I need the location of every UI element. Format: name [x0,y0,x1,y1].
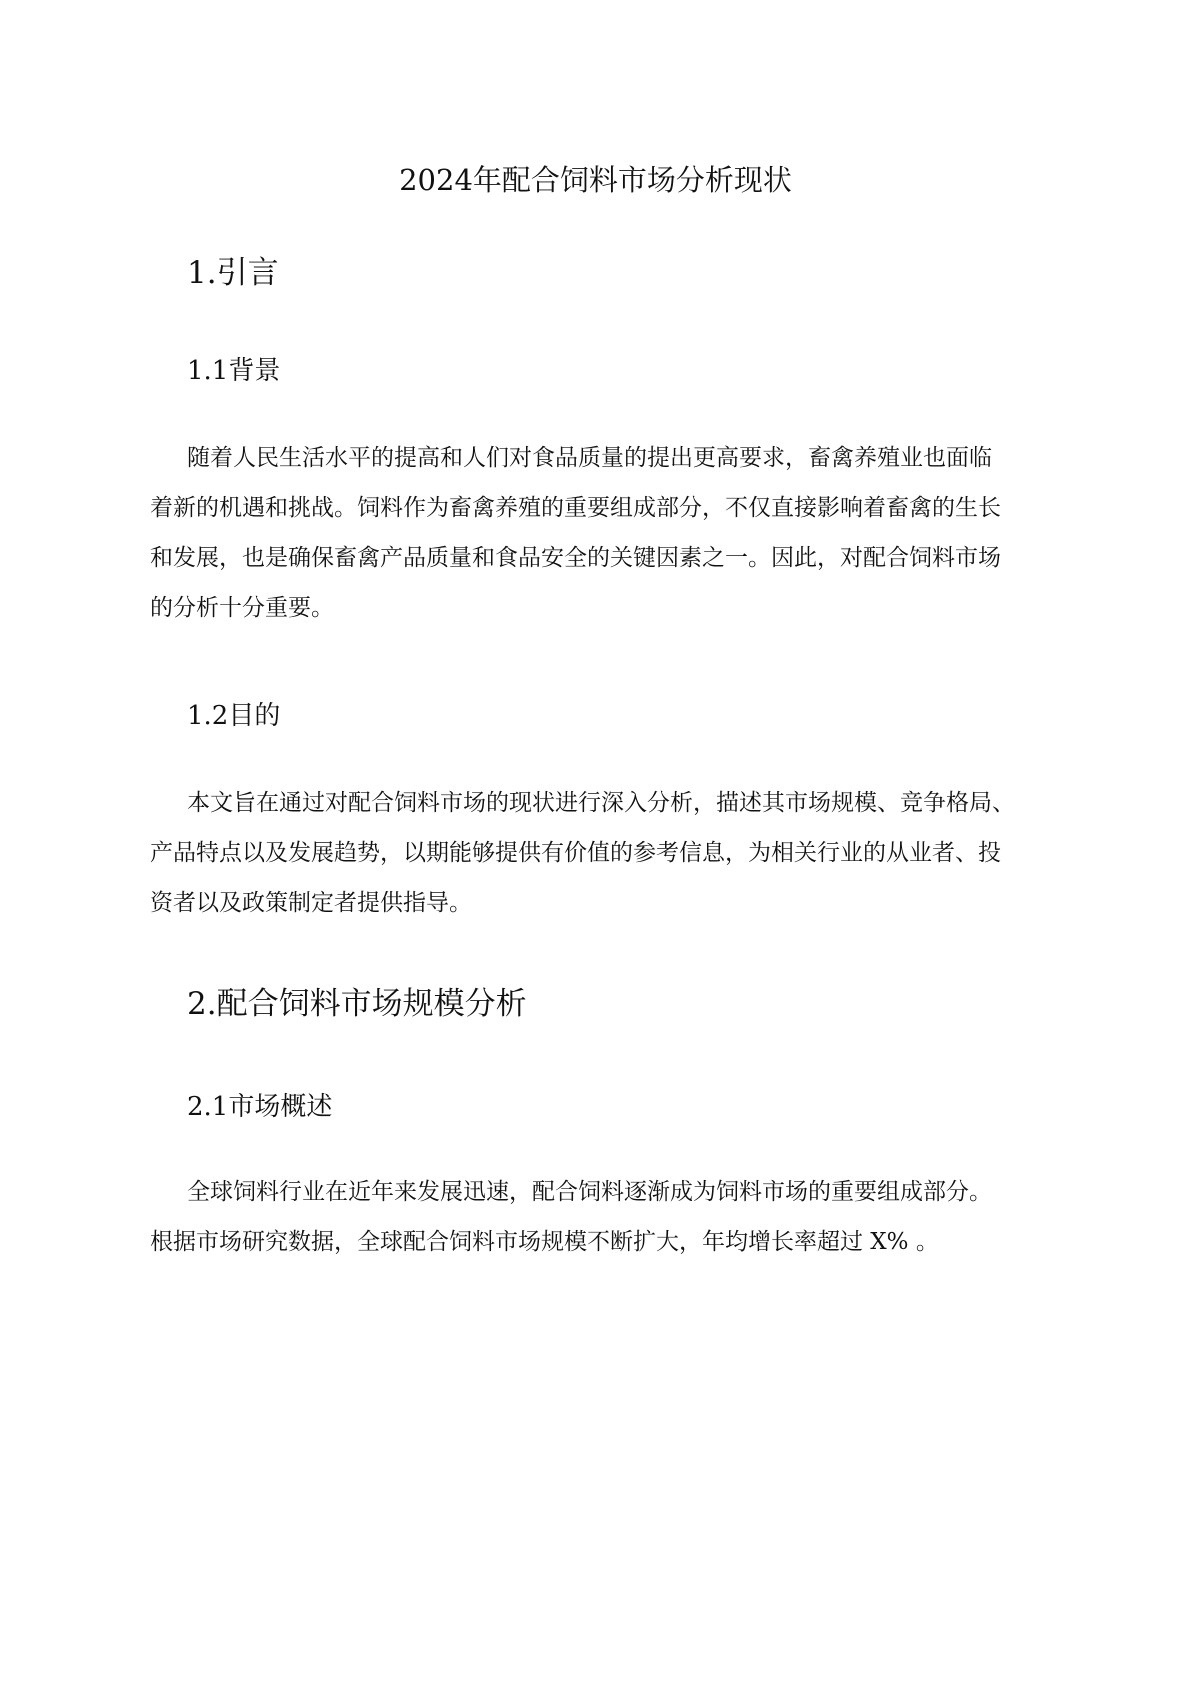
subsection-heading-background: 1.1背景 [187,356,281,386]
paragraph-line: 根据市场研究数据，全球配合饲料市场规模不断扩大，年均增长率超过 X% 。 [150,1229,939,1255]
paragraph-purpose [150,778,1080,928]
paragraph-line: 随着人民生活水平的提高和人们对食品质量的提出更高要求，畜禽养殖业也面临 [187,445,992,471]
section-heading-intro: 1.引言 [187,255,279,291]
paragraph-line: 全球饲料行业在近年来发展迅速，配合饲料逐渐成为饲料市场的重要组成部分。 [187,1179,992,1205]
paragraph-line: 着新的机遇和挑战。饲料作为畜禽养殖的重要组成部分，不仅直接影响着畜禽的生长 [150,495,1001,521]
paragraph-overview [150,1167,1080,1267]
paragraph-line: 的分析十分重要。 [150,595,334,621]
section-heading-market-size: 2.配合饲料市场规模分析 [187,986,527,1022]
paragraph-background [150,433,1080,633]
document-title: 2024年配合饲料市场分析现状 [399,163,792,197]
subsection-heading-overview: 2.1市场概述 [187,1092,333,1122]
paragraph-line: 产品特点以及发展趋势，以期能够提供有价值的参考信息，为相关行业的从业者、投 [150,840,1001,866]
paragraph-line: 和发展，也是确保畜禽产品质量和食品安全的关键因素之一。因此，对配合饲料市场 [150,545,1001,571]
paragraph-line: 资者以及政策制定者提供指导。 [150,890,472,916]
subsection-heading-purpose: 1.2目的 [187,701,281,731]
paragraph-line: 本文旨在通过对配合饲料市场的现状进行深入分析，描述其市场规模、竞争格局、 [187,790,1015,816]
